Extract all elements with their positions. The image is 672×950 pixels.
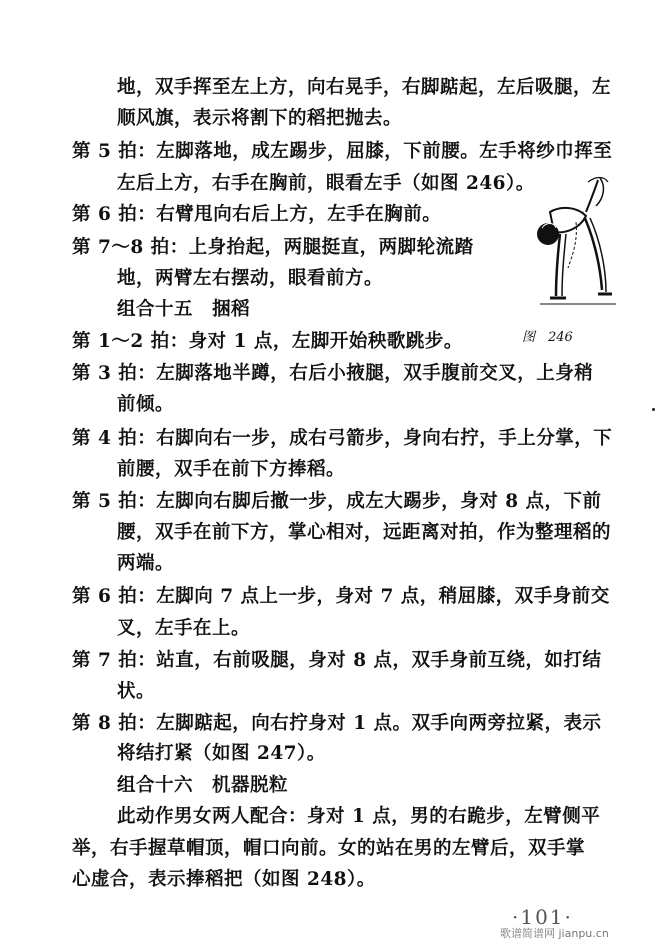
text-line-4: 左后上方，右手在胸前，眼看左手（如图 246）。 [117,173,535,194]
text-line-9: 第 1～2 拍：身对 1 点，左脚开始秧歌跳步。 [72,331,463,352]
text-line-25: 举，右手握草帽顶，帽口向前。女的站在男的左臂后，双手掌 [72,838,586,859]
text-line-19: 第 7 拍：站直，右前吸腿，身对 8 点，双手身前互绕，如打结 [72,650,602,671]
text-line-14: 第 5 拍：左脚向右脚后撤一步，成左大踢步，身对 8 点，下前 [72,491,602,512]
text-line-10: 第 3 拍：左脚落地半蹲，右后小掖腿，双手腹前交叉，上身稍 [72,363,594,384]
text-line-17: 第 6 拍：左脚向 7 点上一步，身对 7 点，稍屈膝，双手身前交 [72,586,610,607]
text-line-18: 叉，左手在上。 [117,618,251,639]
text-line-16: 两端。 [117,553,175,574]
section-heading-15: 组合十五 捆稻 [117,299,251,320]
text-line-21: 第 8 拍：左脚踮起，向右拧身对 1 点。双手向两旁拉紧，表示 [72,713,602,734]
text-line-15: 腰，双手在前下方，掌心相对，远距离对拍，作为整理稻的 [117,522,612,543]
text-line-26: 心虚合，表示捧稻把（如图 248）。 [72,869,376,890]
text-line-13: 前腰，双手在前下方捧稻。 [117,459,346,480]
margin-mark [652,408,655,411]
watermark: 歌谱简谱网 jianpu.cn [500,927,609,940]
text-line-11: 前倾。 [117,394,175,415]
figure-caption: 图 246 [522,330,573,345]
text-line-3: 第 5 拍：左脚落地，成左踢步，屈膝，下前腰。左手将纱巾挥至 [72,141,613,162]
text-line-7: 地，两臂左右摆动，眼看前方。 [117,268,384,289]
page-number: ·101· [512,905,573,929]
text-line-20: 状。 [117,681,156,702]
text-line-2: 顺风旗，表示将割下的稻把抛去。 [117,108,403,129]
text-line-24: 此动作男女两人配合：身对 1 点，男的右跪步，左臂侧平 [117,806,601,827]
text-line-5: 第 6 拍：右臂甩向右后上方，左手在胸前。 [72,204,442,225]
dancer-figure-illustration [520,172,620,317]
text-line-6: 第 7～8 拍：上身抬起，两腿挺直，两脚轮流踏 [72,237,474,258]
text-line-12: 第 4 拍：右脚向右一步，成右弓箭步，身向右拧，手上分掌，下 [72,428,613,449]
text-line-1: 地，双手挥至左上方，向右晃手，右脚踮起，左后吸腿，左 [117,77,612,98]
section-heading-16: 组合十六 机器脱粒 [117,775,289,796]
text-line-22: 将结打紧（如图 247）。 [117,743,326,764]
